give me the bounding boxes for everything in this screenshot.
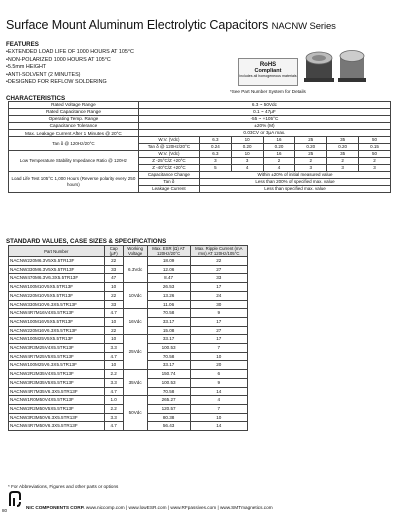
table-row: [9, 109, 391, 116]
capacitance-cell: 4.7: [104, 309, 123, 318]
tan-cell: 0.20: [263, 144, 295, 151]
capacitance-cell: 10: [104, 361, 123, 370]
ripple-cell: 9: [190, 309, 247, 318]
esr-cell: 8.47: [147, 274, 190, 283]
esr-cell: 265.27: [147, 396, 190, 405]
esr-cell: 120.57: [147, 404, 190, 413]
wv-cell: 6.3: [199, 151, 231, 158]
ratio-cell: 3: [327, 165, 359, 172]
ripple-cell: 10: [190, 413, 247, 422]
capacitance-cell: 4.7: [104, 387, 123, 396]
esr-cell: 100.53: [147, 378, 190, 387]
wv-cell: 50: [358, 137, 390, 144]
part-number-cell: NACNW100M25V6.3X5.5TR13F: [9, 361, 105, 370]
wv-cell: 10: [231, 137, 263, 144]
table-row: [9, 309, 248, 318]
char-label: Operating Temp. Range: [9, 116, 139, 123]
ratio-cell: 3: [231, 158, 263, 165]
ripple-cell: 4: [190, 396, 247, 405]
ripple-cell: 30: [190, 300, 247, 309]
part-number-cell: NACNW4R7M35V6.3X5.5TR13F: [9, 387, 105, 396]
capacitance-cell: 33: [104, 265, 123, 274]
capacitance-cell: 2.2: [104, 370, 123, 379]
rohs-badge: [238, 58, 298, 86]
ripple-cell: 7: [190, 404, 247, 413]
part-number-cell: NACNW100M25V5X5.5TR13F: [9, 335, 105, 344]
feature-item: • EXTENDED LOAD LIFE OF 1000 HOURS AT 105°C: [6, 49, 134, 57]
ripple-cell: 14: [190, 422, 247, 431]
table-row: [9, 172, 391, 179]
ratio-cell: 2: [295, 158, 327, 165]
wv-cell: 6.3: [199, 137, 231, 144]
col-header: Part Number: [9, 246, 105, 257]
footer-websites: www.niccomp.com | www.lowESR.com | www.RFpassives.com | www.SMTmagnetics.com: [85, 505, 273, 510]
capacitance-cell: 22: [104, 291, 123, 300]
capacitance-cell: 10: [104, 335, 123, 344]
ripple-cell: 33: [190, 274, 247, 283]
page-number: 80: [2, 508, 8, 513]
standard-values-heading: STANDARD VALUES, CASE SIZES & SPECIFICATIONS: [6, 238, 167, 245]
part-number-cell: NACNW2R2M50V5X5.5TR13F: [9, 404, 105, 413]
features-list: [6, 49, 134, 87]
ripple-cell: 20: [190, 361, 247, 370]
ratio-cell: 3: [358, 165, 390, 172]
char-label: Capacitance Tolerance: [9, 123, 139, 130]
company-name: NIC COMPONENTS CORP.: [26, 505, 85, 510]
load-life-value: Less than 200% of specified max. value: [199, 179, 390, 186]
voltage-cell: 6.3Vdc: [123, 257, 147, 283]
capacitance-cell: 3.3: [104, 378, 123, 387]
capacitance-cell: 22: [104, 326, 123, 335]
ripple-cell: 27: [190, 265, 247, 274]
table-row: [9, 137, 391, 144]
tan-cell: 0.20: [327, 144, 359, 151]
ratio-label: Z -40°C/Z +20°C: [138, 165, 199, 172]
voltage-cell: 25Vdc: [123, 335, 147, 370]
load-life-value: Within ±20% of initial measured value: [199, 172, 390, 179]
char-value: ±20% (M): [138, 123, 390, 130]
table-row: [9, 116, 391, 123]
characteristics-table: [8, 101, 391, 193]
ripple-cell: 24: [190, 291, 247, 300]
part-number-cell: NACNW470M6.3V6.3X5.5TR13F: [9, 274, 105, 283]
col-header: Max. ESR (Ω) AT 120Hz/20°C: [147, 246, 190, 257]
part-number-cell: NACNW4R7M16V4X5.5TR13F: [9, 309, 105, 318]
part-number-cell: NACNW1R0M50V4X5.5TR13F: [9, 396, 105, 405]
part-number-note: *See Part Number System for Details: [230, 89, 306, 94]
esr-cell: 11.06: [147, 300, 190, 309]
standard-values-table: [8, 245, 248, 431]
tan-row-label: Tan δ @ 120Hz/20°C: [138, 144, 199, 151]
ripple-cell: 6: [190, 370, 247, 379]
capacitor-photo-icon: [300, 42, 372, 88]
esr-cell: 33.17: [147, 317, 190, 326]
ratio-cell: 2: [327, 158, 359, 165]
voltage-cell: 50Vdc: [123, 396, 147, 431]
char-value: 0.03CV or 3µA max.: [138, 130, 390, 137]
ripple-cell: 10: [190, 352, 247, 361]
wv-cell: 35: [327, 151, 359, 158]
ripple-cell: 9: [190, 378, 247, 387]
characteristics-heading: CHARACTERISTICS: [6, 95, 66, 102]
table-header-row: [9, 246, 248, 257]
char-label: Rated Voltage Range: [9, 102, 139, 109]
tan-label: Tan δ @ 120Hz/20°C: [9, 137, 139, 151]
esr-cell: 56.43: [147, 422, 190, 431]
page-title: [6, 18, 336, 32]
ratio-cell: 2: [358, 158, 390, 165]
esr-cell: 70.58: [147, 352, 190, 361]
capacitance-cell: 4.7: [104, 422, 123, 431]
esr-cell: 33.17: [147, 335, 190, 344]
char-value: -55 ~ +105°C: [138, 116, 390, 123]
part-number-cell: NACNW3R3M35V5X5.5TR13F: [9, 378, 105, 387]
table-row: [9, 130, 391, 137]
capacitance-cell: 10: [104, 317, 123, 326]
esr-cell: 26.53: [147, 283, 190, 292]
esr-cell: 12.06: [147, 265, 190, 274]
feature-item: • ANTI-SOLVENT (2 MINUTES): [6, 72, 134, 80]
part-number-cell: NACNW2R2M35V4X5.5TR13F: [9, 370, 105, 379]
capacitance-cell: 1.0: [104, 396, 123, 405]
rohs-line3: includes all homogeneous materials: [239, 74, 297, 78]
esr-cell: 150.74: [147, 370, 190, 379]
ratio-cell: 3: [199, 158, 231, 165]
esr-cell: 15.08: [147, 326, 190, 335]
load-life-item: Leakage Current: [138, 186, 199, 193]
capacitance-cell: 47: [104, 274, 123, 283]
standard-values-body: [9, 257, 248, 431]
capacitance-cell: 10: [104, 283, 123, 292]
table-row: [9, 151, 391, 158]
wv-label: W.V. (Vdc): [138, 137, 199, 144]
capacitance-cell: 22: [104, 257, 123, 266]
series-name: NACNW Series: [271, 21, 336, 32]
ripple-cell: 22: [190, 257, 247, 266]
capacitance-cell: 4.7: [104, 352, 123, 361]
voltage-cell: 16Vdc: [123, 309, 147, 335]
part-number-cell: NACNW3R3M50V6.3X5.5TR13F: [9, 413, 105, 422]
col-header: Working Voltage: [123, 246, 147, 257]
load-life-item: Capacitance Change: [138, 172, 199, 179]
ratio-cell: 2: [263, 158, 295, 165]
char-label: Max. Leakage Current After 1 Minutes @ 20°C: [9, 130, 139, 137]
tan-cell: 0.15: [358, 144, 390, 151]
nic-logo-icon: [9, 491, 21, 507]
voltage-cell: 35Vdc: [123, 370, 147, 396]
wv-cell: 50: [358, 151, 390, 158]
footer: [26, 505, 273, 510]
esr-cell: 80.38: [147, 413, 190, 422]
feature-item: • DESIGNED FOR REFLOW SOLDERING: [6, 79, 134, 87]
title-main: Surface Mount Aluminum Electrolytic Capacitors: [6, 18, 269, 32]
features-heading: FEATURES: [6, 41, 39, 48]
wv-cell: 25: [295, 151, 327, 158]
table-row: [9, 335, 248, 344]
capacitance-cell: 3.3: [104, 413, 123, 422]
part-number-cell: NACNW330M10V6.3X5.5TR13F: [9, 300, 105, 309]
esr-cell: 33.17: [147, 361, 190, 370]
esr-cell: 70.58: [147, 309, 190, 318]
part-number-cell: NACNW100M16V5X5.5TR13F: [9, 317, 105, 326]
part-number-cell: NACNW220M6.3V5X5.5TR13F: [9, 257, 105, 266]
table-row: [9, 370, 248, 379]
esr-cell: 70.58: [147, 387, 190, 396]
ratio-cell: 4: [231, 165, 263, 172]
table-row: [9, 102, 391, 109]
ratio-label: Z -25°C/Z +20°C: [138, 158, 199, 165]
table-row: [9, 123, 391, 130]
capacitance-cell: 33: [104, 300, 123, 309]
footnote: * For Abbreviations, Figures and other parts or options: [8, 484, 119, 489]
feature-item: • 5.5mm HEIGHT: [6, 64, 134, 72]
part-number-cell: NACNW3R3M25V4X5.5TR13F: [9, 344, 105, 353]
voltage-cell: 10Vdc: [123, 283, 147, 309]
char-value: 0.1 ~ 47µF: [138, 109, 390, 116]
part-number-cell: NACNW4R7M25V5X5.5TR13F: [9, 352, 105, 361]
capacitance-cell: 3.3: [104, 344, 123, 353]
feature-item: • NON-POLARIZED 1000 HOURS AT 105°C: [6, 57, 134, 65]
part-number-cell: NACNW220M10V5X5.5TR13F: [9, 291, 105, 300]
ratio-cell: 3: [295, 165, 327, 172]
wv-cell: 16: [263, 137, 295, 144]
rohs-line1: RoHS: [259, 62, 277, 68]
wv-cell: 25: [295, 137, 327, 144]
part-number-cell: NACNW220M16V6.3X5.5TR13F: [9, 326, 105, 335]
part-number-cell: NACNW330M6.3V5X5.5TR13F: [9, 265, 105, 274]
load-life-value: Less than specified max. value: [199, 186, 390, 193]
wv-cell: 35: [327, 137, 359, 144]
esr-cell: 13.26: [147, 291, 190, 300]
rohs-line2: Compliant: [254, 68, 282, 74]
esr-cell: 100.53: [147, 344, 190, 353]
part-number-cell: NACNW100M10V5X5.5TR13F: [9, 283, 105, 292]
ratio-cell: 4: [263, 165, 295, 172]
ripple-cell: 17: [190, 283, 247, 292]
ripple-cell: 7: [190, 344, 247, 353]
ripple-cell: 17: [190, 317, 247, 326]
table-row: [9, 396, 248, 405]
tan-cell: 0.20: [231, 144, 263, 151]
char-value: 6.3 ~ 50Vdc: [138, 102, 390, 109]
wv-cell: 16: [263, 151, 295, 158]
table-row: [9, 257, 248, 266]
wv-label: W.V. (Vdc): [138, 151, 199, 158]
load-life-label: Load Life Test 105°C 1,000 Hours (Reverse polarity every 250 hours): [9, 172, 139, 193]
col-header: Cap (µF): [104, 246, 123, 257]
ratio-cell: 5: [199, 165, 231, 172]
char-label: Rated Capacitance Range: [9, 109, 139, 116]
table-row: [9, 283, 248, 292]
low-temp-label: Low Temperature Stability Impedance Ratio @ 120Hz: [9, 151, 139, 172]
tan-cell: 0.20: [295, 144, 327, 151]
capacitance-cell: 2.2: [104, 404, 123, 413]
wv-cell: 10: [231, 151, 263, 158]
col-header: Max. Ripple Current (mA rms) AT 120Hz/105°C: [190, 246, 247, 257]
ripple-cell: 17: [190, 335, 247, 344]
part-number-cell: NACNW4R7M50V6.3X5.5TR13F: [9, 422, 105, 431]
load-life-item: Tan δ: [138, 179, 199, 186]
tan-cell: 0.24: [199, 144, 231, 151]
esr-cell: 18.09: [147, 257, 190, 266]
ripple-cell: 27: [190, 326, 247, 335]
ripple-cell: 14: [190, 387, 247, 396]
